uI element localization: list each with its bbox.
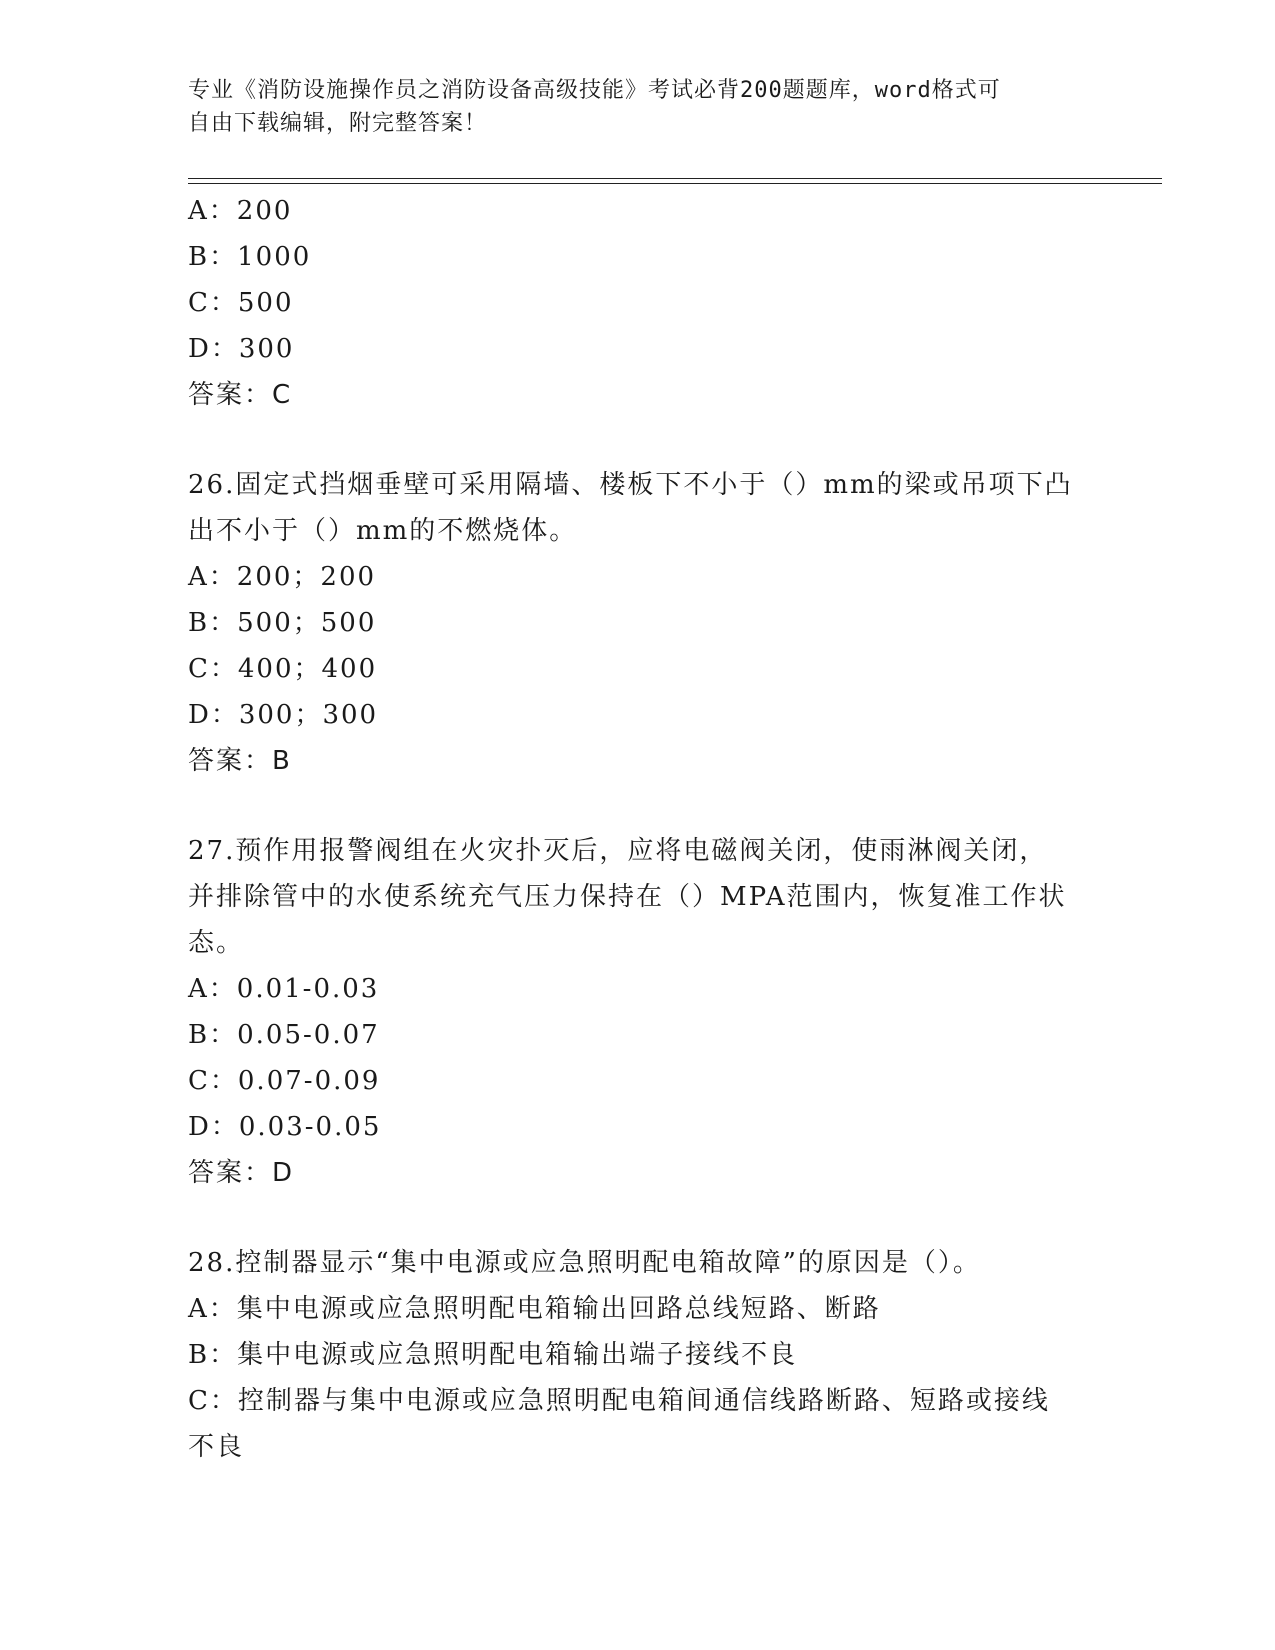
option-c: C：500: [188, 288, 294, 318]
question-text-line: 态。: [188, 928, 245, 958]
option-c: C：0.07-0.09: [188, 1066, 381, 1096]
answer: 答案：C: [188, 380, 293, 410]
option-b: B：集中电源或应急照明配电箱输出端子接线不良: [188, 1340, 798, 1370]
option-c: C：控制器与集中电源或应急照明配电箱间通信线路断路、短路或接线: [188, 1386, 1050, 1416]
option-a: A：200；200: [188, 562, 377, 592]
option-c: C：400；400: [188, 654, 378, 684]
question-25: [188, 188, 1088, 418]
question-27: [188, 828, 1088, 1196]
option-a: A：0.01-0.03: [188, 974, 380, 1004]
document-body: [188, 188, 1088, 1470]
question-text-line: 并排除管中的水使系统充气压力保持在（）MPA范围内，恢复准工作状: [188, 882, 1067, 912]
option-d: D：0.03-0.05: [188, 1112, 382, 1142]
question-26: [188, 462, 1088, 784]
option-b: B：0.05-0.07: [188, 1020, 380, 1050]
document-header: [188, 74, 1088, 140]
question-28: [188, 1240, 1088, 1470]
option-b: B：1000: [188, 242, 312, 272]
question-text-line: 出不小于（）mm的不燃烧体。: [188, 516, 578, 546]
answer: 答案：D: [188, 1158, 295, 1188]
question-text-line: 26.固定式挡烟垂壁可采用隔墙、楼板下不小于（）mm的梁或吊项下凸: [188, 470, 1073, 500]
answer: 答案：B: [188, 746, 292, 776]
option-b: B：500；500: [188, 608, 377, 638]
option-c-continued: 不良: [188, 1432, 245, 1462]
header-line-1: 专业《消防设施操作员之消防设备高级技能》考试必背200题题库，word格式可: [188, 78, 1001, 103]
option-a: A：200: [188, 196, 293, 226]
header-line-2: 自由下载编辑，附完整答案！: [188, 111, 488, 136]
header-divider-top: [188, 178, 1162, 179]
option-d: D：300；300: [188, 700, 379, 730]
option-d: D：300: [188, 334, 295, 364]
question-text-line: 28.控制器显示“集中电源或应急照明配电箱故障”的原因是（）。: [188, 1248, 981, 1278]
option-a: A：集中电源或应急照明配电箱输出回路总线短路、断路: [188, 1294, 881, 1324]
question-text-line: 27.预作用报警阀组在火灾扑灭后，应将电磁阀关闭，使雨淋阀关闭，: [188, 836, 1048, 866]
header-divider-bottom: [188, 183, 1162, 184]
